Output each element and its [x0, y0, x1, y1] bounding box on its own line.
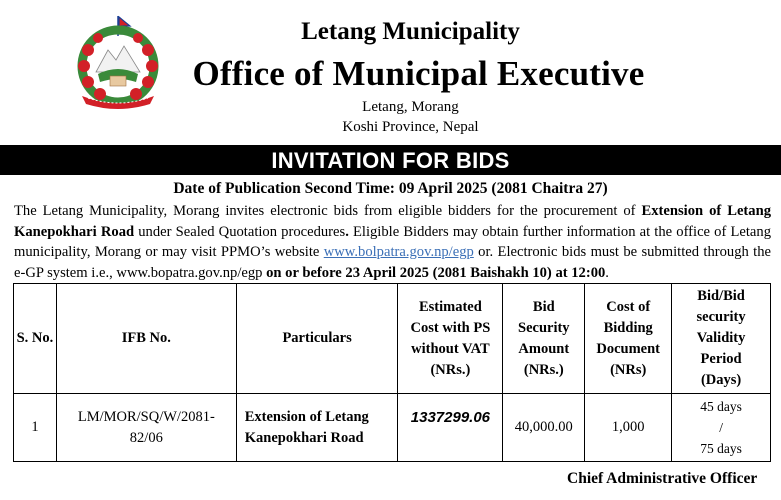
signatory-title: Chief Administrative Officer: [567, 470, 758, 487]
header-validity: [672, 284, 771, 394]
notice-text: .: [605, 264, 609, 281]
header-line: Period: [700, 351, 742, 367]
header-line: (NRs.): [430, 361, 471, 378]
publication-date: Date of Publication Second Time: 09 April 2025 (2081 Chaitra 27): [173, 180, 608, 197]
notice-text: under Sealed Quotation procedures: [134, 223, 346, 240]
header-line: (NRs.): [523, 361, 564, 378]
cell-bid-security: 40,000.00: [503, 394, 585, 462]
notice-text: .: [345, 223, 349, 240]
cell-line: /: [719, 420, 723, 435]
header-line: without VAT: [411, 340, 490, 357]
header-sno: S. No.: [14, 284, 57, 394]
cell-sno: 1: [14, 394, 57, 462]
header-line: Bid: [532, 298, 555, 315]
header-estimated-cost: [398, 284, 503, 394]
address-line-2: Koshi Province, Nepal: [342, 119, 479, 135]
table-row: [14, 394, 771, 462]
header-line: Validity: [696, 330, 746, 346]
cell-particulars: [236, 394, 398, 462]
header-line: Cost with PS: [410, 319, 491, 336]
header-line: Cost of: [606, 298, 651, 315]
notice-text: or. Electronic bids must be submitted through the e-GP system i.e., www.bopatra.gov.np/egp: [14, 244, 771, 281]
header-bid-security: [503, 284, 585, 394]
header-document-cost: [585, 284, 672, 394]
header-line: (Days): [700, 372, 742, 388]
header-particulars: Particulars: [236, 284, 398, 394]
notice-banner: INVITATION FOR BIDS: [0, 145, 781, 175]
header-line: security: [696, 309, 746, 325]
header-line: Security: [518, 319, 570, 336]
cell-line: 45 days: [700, 399, 742, 414]
notice-text: The Letang Municipality, Morang invites electronic bids from eligible bidders for the procurement of: [14, 203, 642, 219]
office-title: Office of Municipal Executive: [192, 54, 645, 93]
municipality-name: Letang Municipality: [301, 18, 520, 45]
notice-paragraph: [14, 201, 771, 283]
submission-deadline: on or before 23 April 2025 (2081 Baishakh 10) at 12:00: [266, 264, 606, 281]
ppmo-website-link[interactable]: www.bolpatra.gov.np/egp: [323, 244, 474, 260]
bids-table: [13, 283, 771, 462]
header-line: Estimated: [418, 298, 482, 315]
cell-line: Kanepokhari Road: [244, 429, 364, 446]
cell-line: 75 days: [700, 441, 742, 456]
header-line: Bidding: [603, 319, 653, 336]
header-ifb: IFB No.: [56, 284, 236, 394]
cell-validity: [672, 394, 771, 462]
cell-line: LM/MOR/SQ/W/2081-: [77, 408, 215, 425]
cell-line: 82/06: [129, 429, 163, 446]
cell-document-cost: 1,000: [585, 394, 672, 462]
cell-line: Extension of Letang: [244, 408, 369, 425]
header-line: Document: [596, 340, 661, 357]
header-line: Bid/Bid: [697, 288, 745, 304]
address-line-1: Letang, Morang: [362, 99, 459, 115]
cell-estimated-cost: 1337299.06: [398, 394, 503, 462]
header-line: (NRs): [610, 361, 647, 378]
project-name: Extension of Letang Kanepokhari Road: [14, 203, 771, 240]
header-line: Amount: [518, 340, 570, 357]
notice-text: Eligible Bidders may obtain further information at the office of Letang municipality, Morang or may visit PPMO’s website: [14, 223, 771, 260]
table-header-row: [14, 284, 771, 394]
cell-ifb: [56, 394, 236, 462]
